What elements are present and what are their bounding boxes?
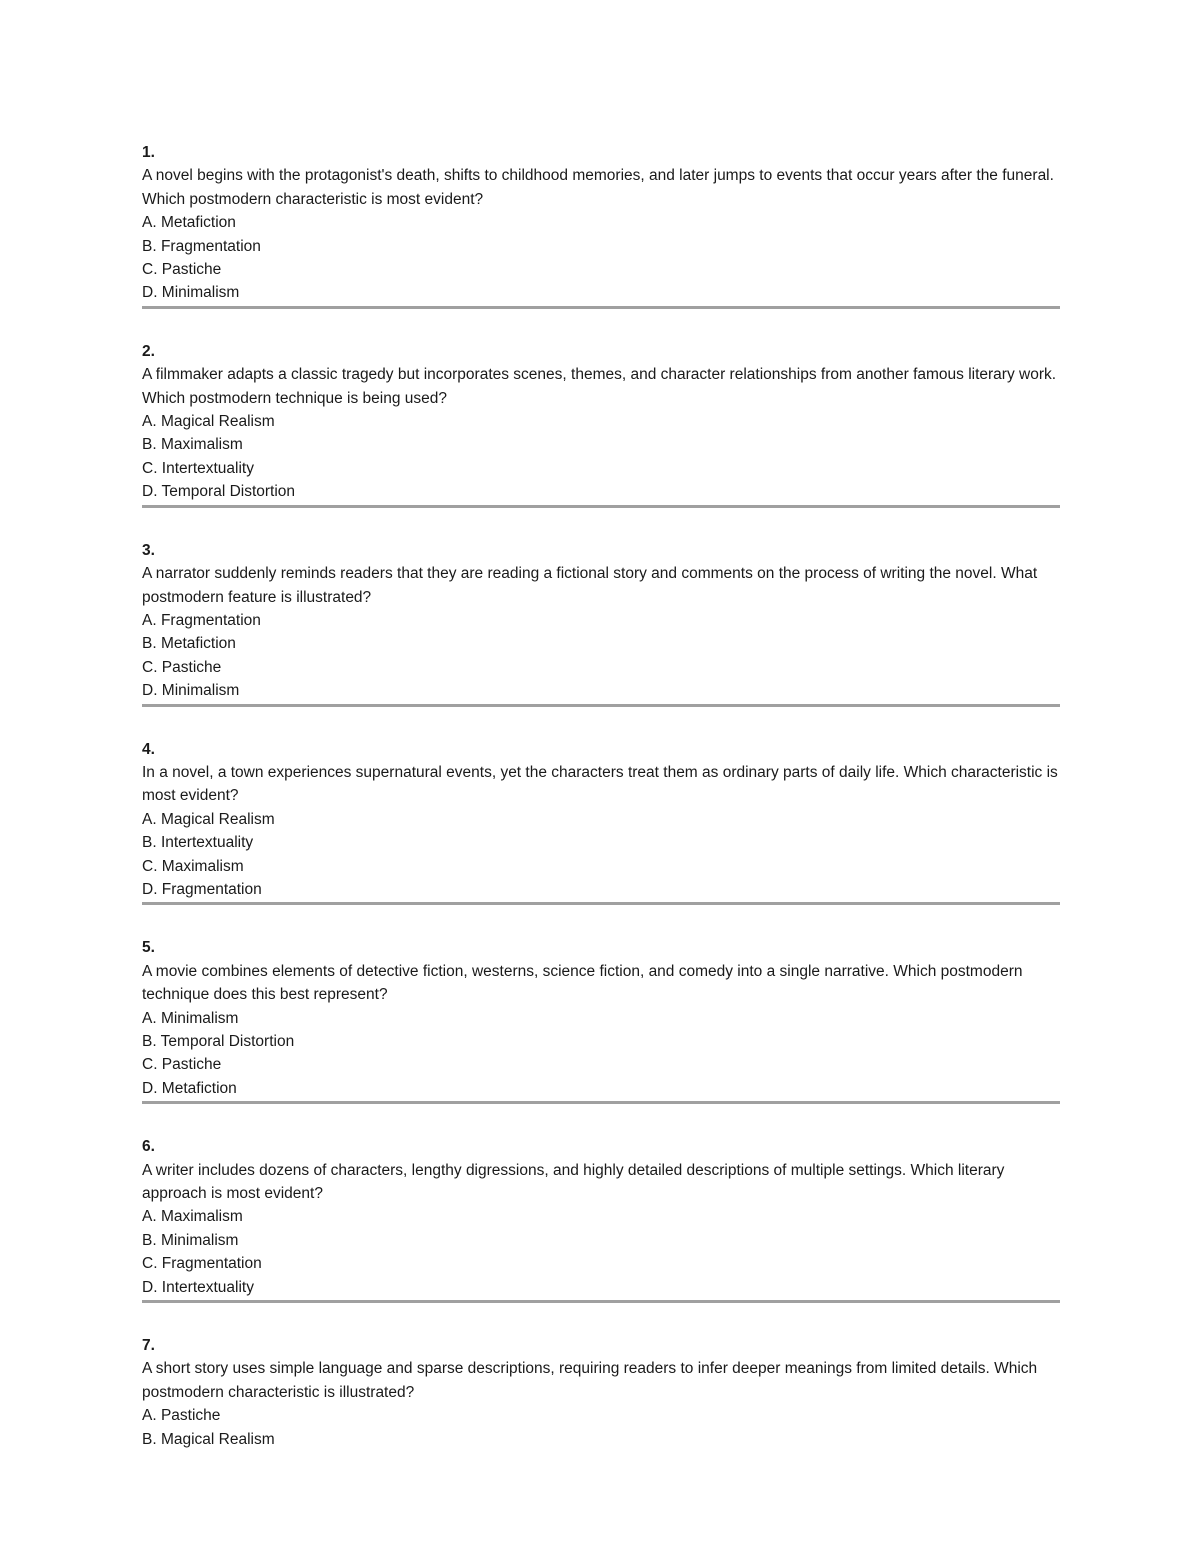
option-a: A. Minimalism: [142, 1009, 239, 1027]
option-c: C. Intertextuality: [142, 459, 254, 477]
question-text: A novel begins with the protagonist's death, shifts to childhood memories, and later jumps to events that occur years after the funeral. Which postmodern characteristic is most evident?: [142, 167, 1054, 208]
option-d: D. Intertextuality: [142, 1278, 254, 1296]
option-d: D. Fragmentation: [142, 880, 262, 898]
question-5: [142, 936, 1060, 1100]
divider: [142, 1300, 1060, 1303]
option-b: B. Maximalism: [142, 436, 243, 454]
option-c: C. Pastiche: [142, 1056, 222, 1074]
option-b: B. Temporal Distortion: [142, 1033, 295, 1050]
question-7: [142, 1334, 1060, 1451]
divider: [142, 306, 1060, 309]
option-b: B. Intertextuality: [142, 834, 254, 852]
option-d: D. Minimalism: [142, 682, 240, 700]
question-3: [142, 539, 1060, 703]
question-number: 5.: [142, 939, 155, 957]
question-6: [142, 1135, 1060, 1299]
question-text: A short story uses simple language and sparse descriptions, requiring readers to infer deeper meanings from limited details. Which postmodern characteristic is illustrated?: [142, 1360, 1038, 1401]
option-c: C. Maximalism: [142, 857, 244, 875]
option-c: C. Fragmentation: [142, 1255, 262, 1273]
option-c: C. Pastiche: [142, 658, 222, 676]
question-number: 1.: [142, 144, 155, 161]
question-number: 7.: [142, 1337, 155, 1355]
question-text: A narrator suddenly reminds readers that they are reading a fictional story and comments on the process of writing the novel. What postmodern feature is illustrated?: [142, 565, 1038, 606]
option-a: A. Fragmentation: [142, 611, 261, 629]
option-b: B. Magical Realism: [142, 1430, 275, 1448]
option-a: A. Magical Realism: [142, 810, 275, 828]
option-d: D. Temporal Distortion: [142, 483, 296, 501]
divider: [142, 902, 1060, 905]
question-number: 4.: [142, 740, 155, 758]
option-d: D. Metafiction: [142, 1079, 237, 1097]
question-4: [142, 738, 1060, 902]
question-number: 6.: [142, 1138, 155, 1156]
divider: [142, 704, 1060, 707]
option-a: A. Magical Realism: [142, 413, 275, 431]
option-d: D. Minimalism: [142, 284, 240, 302]
document-page: [142, 141, 1060, 1451]
question-number: 2.: [142, 342, 155, 360]
question-text: In a novel, a town experiences supernatural events, yet the characters treat them as ordinary parts of daily life. Which characteristic is most evident?: [142, 763, 1058, 805]
question-text: A filmmaker adapts a classic tragedy but incorporates scenes, themes, and character relationships from another famous literary work. Which postmodern technique is being used?: [142, 366, 1057, 407]
question-1: [142, 141, 1060, 305]
option-a: A. Maximalism: [142, 1208, 243, 1226]
question-number: 3.: [142, 541, 155, 559]
option-b: B. Minimalism: [142, 1231, 239, 1249]
question-text: A writer includes dozens of characters, lengthy digressions, and highly detailed descriptions of multiple settings. Which literary approach is most evident?: [142, 1161, 1005, 1203]
option-b: B. Fragmentation: [142, 237, 261, 255]
option-a: A. Pastiche: [142, 1407, 221, 1425]
question-2: [142, 340, 1060, 504]
option-b: B. Metafiction: [142, 635, 236, 653]
question-text: A movie combines elements of detective fiction, westerns, science fiction, and comedy into a single narrative. Which postmodern technique does this best represent?: [142, 962, 1023, 1004]
option-c: C. Pastiche: [142, 261, 222, 279]
divider: [142, 505, 1060, 508]
option-a: A. Metafiction: [142, 214, 236, 232]
divider: [142, 1101, 1060, 1104]
